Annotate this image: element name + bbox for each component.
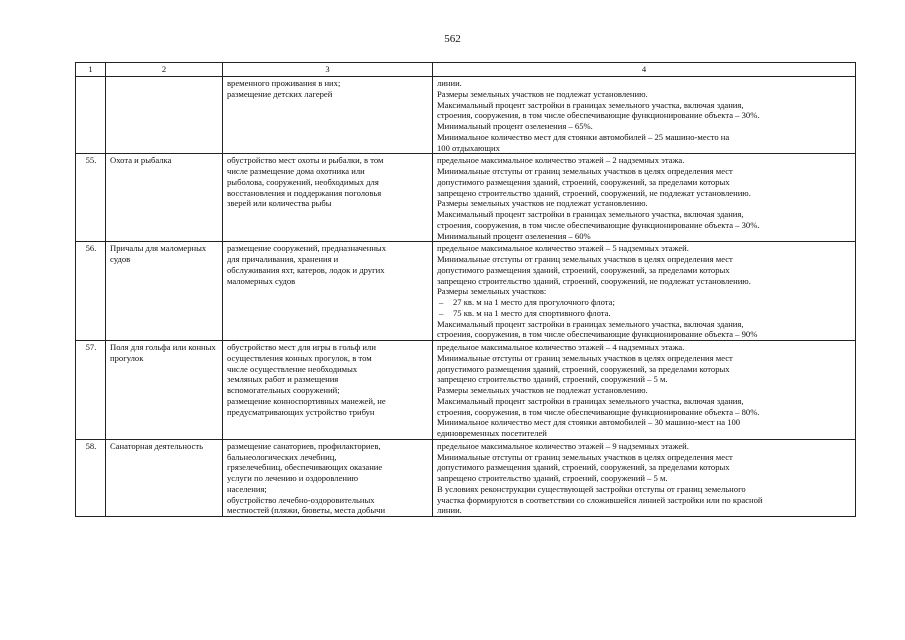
- column-header-4: 4: [433, 63, 856, 77]
- parameters-cell: [433, 439, 856, 516]
- table-row: [76, 77, 856, 154]
- parameter-line: допустимого размещения зданий, строений, сооружений, за пределами которых: [437, 264, 730, 275]
- parameter-line: 100 отдыхающих: [437, 142, 500, 153]
- description-line: местностей (пляжи, бюветы, места добычи: [227, 505, 386, 516]
- parameter-line: запрещено строительство зданий, строений, сооружений – 5 м.: [437, 374, 668, 385]
- parameter-line: Минимальный процент озеленения – 60%: [437, 230, 591, 241]
- table-row: [76, 154, 856, 242]
- use-type-name: [106, 154, 223, 242]
- parameter-line: Размеры земельных участков не подлежат установлению.: [437, 385, 648, 395]
- description-line: обустройство мест для игры в гольф или: [227, 342, 376, 352]
- use-type-description: [223, 341, 433, 440]
- parameter-line: участка формируются в соответствии со сложившейся линией застройки или по красной: [437, 494, 763, 505]
- parameter-line: Максимальный процент застройки в границах земельного участка, включая здания,: [437, 318, 744, 329]
- parameter-line: В условиях реконструкции существующей застройки отступы от границ земельного: [437, 483, 746, 494]
- parameter-line: Максимальный процент застройки в границах земельного участка, включая здания,: [437, 99, 744, 110]
- description-line: числе осуществление необходимых: [227, 363, 358, 374]
- parameter-line: линии.: [437, 505, 462, 516]
- description-line: услуги по лечению и оздоровлению: [227, 473, 359, 483]
- column-header-3: 3: [223, 63, 433, 77]
- parameter-line: Минимальные отступы от границ земельных участков в целях определения мест: [437, 352, 733, 363]
- description-line: грязелечебниц, обеспечивающих оказание: [227, 462, 383, 473]
- parameter-line: Максимальный процент застройки в границах земельного участка, включая здания,: [437, 395, 744, 406]
- column-header-row: [76, 63, 856, 77]
- description-line: маломерных судов: [227, 275, 296, 286]
- row-number: 56.: [76, 242, 106, 341]
- use-type-description: [223, 154, 433, 242]
- table-row: [76, 242, 856, 341]
- dash-list-item: [437, 297, 852, 308]
- row-number: 57.: [76, 341, 106, 440]
- description-line: размещение конноспортивных манежей, не: [227, 395, 386, 406]
- table-row: [76, 439, 856, 516]
- dash-list-item-text: 75 кв. м на 1 место для спортивного флота.: [453, 307, 611, 318]
- description-line: для причаливания, хранения и: [227, 254, 339, 264]
- parameter-line: строения, сооружения, в том числе обеспечивающие функционирование объекта – 90%: [437, 329, 758, 340]
- parameters-cell: [433, 242, 856, 341]
- description-line: земляных работ и размещения: [227, 374, 339, 385]
- column-header-1: 1: [76, 63, 106, 77]
- description-line: населения;: [227, 483, 267, 494]
- use-type-name-text: Санаторная деятельность: [110, 440, 204, 451]
- use-type-name-text: Причалы для маломерных судов: [110, 243, 207, 264]
- use-type-description: [223, 77, 433, 154]
- parameter-line: строения, сооружения, в том числе обеспечивающие функционирование объекта – 30%.: [437, 219, 760, 230]
- description-line: обслуживания яхт, катеров, лодок и других: [227, 264, 385, 275]
- dash-list-item: [437, 308, 852, 319]
- use-type-name: [106, 439, 223, 516]
- parameters-cell: [433, 154, 856, 242]
- parameter-line: строения, сооружения, в том числе обеспечивающие функционирование объекта – 30%.: [437, 110, 760, 121]
- parameter-line: Размеры земельных участков не подлежат установлению.: [437, 198, 648, 209]
- parameter-line: Минимальный процент озеленения – 65%.: [437, 121, 593, 131]
- use-type-name-text: Поля для гольфа или конных прогулок: [110, 342, 216, 363]
- parameter-line: Минимальные отступы от границ земельных участков в целях определения мест: [437, 254, 733, 264]
- parameters-cell: [433, 77, 856, 154]
- description-line: восстановления и поддержания поголовья: [227, 187, 382, 198]
- parameter-line: Размеры земельных участков не подлежат установлению.: [437, 88, 648, 99]
- parameter-line: линии.: [437, 78, 462, 88]
- dash-bullet-icon: –: [439, 307, 444, 318]
- parameter-line: запрещено строительство зданий, строений, сооружений – 5 м.: [437, 473, 668, 483]
- description-line: обустройство мест охоты и рыбалки, в том: [227, 155, 384, 166]
- parameter-line: Размеры земельных участков:: [437, 286, 547, 297]
- description-line: зверей или количества рыбы: [227, 198, 332, 209]
- parameter-line: Минимальное количество мест для стоянки автомобилей – 25 машино-место на: [437, 131, 730, 142]
- column-header-2: 2: [106, 63, 223, 77]
- use-type-name: [106, 242, 223, 341]
- parameter-line: допустимого размещения зданий, строений, сооружений, за пределами которых: [437, 176, 730, 187]
- table-row: [76, 341, 856, 440]
- parameters-cell: [433, 341, 856, 440]
- dash-bullet-icon: –: [439, 297, 444, 307]
- parameter-line: предельное максимальное количество этажей – 4 надземных этажа.: [437, 342, 685, 352]
- description-line: предусматривающих устройство трибун: [227, 406, 375, 417]
- description-line: размещение санаториев, профилакториев,: [227, 440, 381, 451]
- parameter-line: единовременных посетителей: [437, 428, 547, 438]
- parameter-line: Минимальные отступы от границ земельных участков в целях определения мест: [437, 166, 733, 176]
- page-number: 562: [444, 33, 461, 45]
- parameter-line: запрещено строительство зданий, строений, сооружений, не подлежат установлению.: [437, 275, 751, 286]
- description-line: рыболова, сооружений, необходимых для: [227, 176, 379, 187]
- use-type-description: [223, 242, 433, 341]
- description-line: временного проживания в них;: [227, 78, 341, 88]
- parameter-line: предельное максимальное количество этажей – 9 надземных этажей.: [437, 440, 689, 451]
- parameter-line: Максимальный процент застройки в границах земельного участка, включая здания,: [437, 209, 744, 219]
- row-number: 55.: [76, 154, 106, 242]
- use-type-name-text: Охота и рыбалка: [110, 155, 172, 166]
- regulations-table: [75, 62, 856, 517]
- use-type-name: [106, 341, 223, 440]
- use-type-description: [223, 439, 433, 516]
- parameter-line: Минимальное количество мест для стоянки автомобилей – 30 машино-мест на 100: [437, 417, 741, 428]
- parameter-line: допустимого размещения зданий, строений, сооружений, за пределами которых: [437, 462, 730, 473]
- parameter-line: Минимальные отступы от границ земельных участков в целях определения мест: [437, 451, 733, 462]
- description-line: осуществления конных прогулок, в том: [227, 352, 372, 363]
- description-line: размещение детских лагерей: [227, 88, 333, 99]
- parameter-line: предельное максимальное количество этажей – 5 надземных этажей.: [437, 243, 689, 254]
- description-line: обустройство лечебно-оздоровительных: [227, 494, 375, 505]
- row-number: 58.: [76, 439, 106, 516]
- parameter-line: строения, сооружения, в том числе обеспечивающие функционирование объекта – 80%.: [437, 406, 760, 417]
- parameter-line: допустимого размещения зданий, строений, сооружений, за пределами которых: [437, 363, 730, 374]
- row-number: [76, 77, 106, 154]
- dash-list-item-text: 27 кв. м на 1 место для прогулочного флота;: [453, 297, 615, 307]
- parameter-line: предельное максимальное количество этажей – 2 надземных этажа.: [437, 155, 685, 166]
- parameter-line: запрещено строительство зданий, строений, сооружений, не подлежат установлению.: [437, 187, 751, 198]
- description-line: числе размещение дома охотника или: [227, 166, 365, 176]
- description-line: вспомогательных сооружений;: [227, 385, 340, 395]
- description-line: размещение сооружений, предназначенных: [227, 243, 386, 254]
- use-type-name: [106, 77, 223, 154]
- description-line: бальнеологических лечебниц,: [227, 451, 337, 462]
